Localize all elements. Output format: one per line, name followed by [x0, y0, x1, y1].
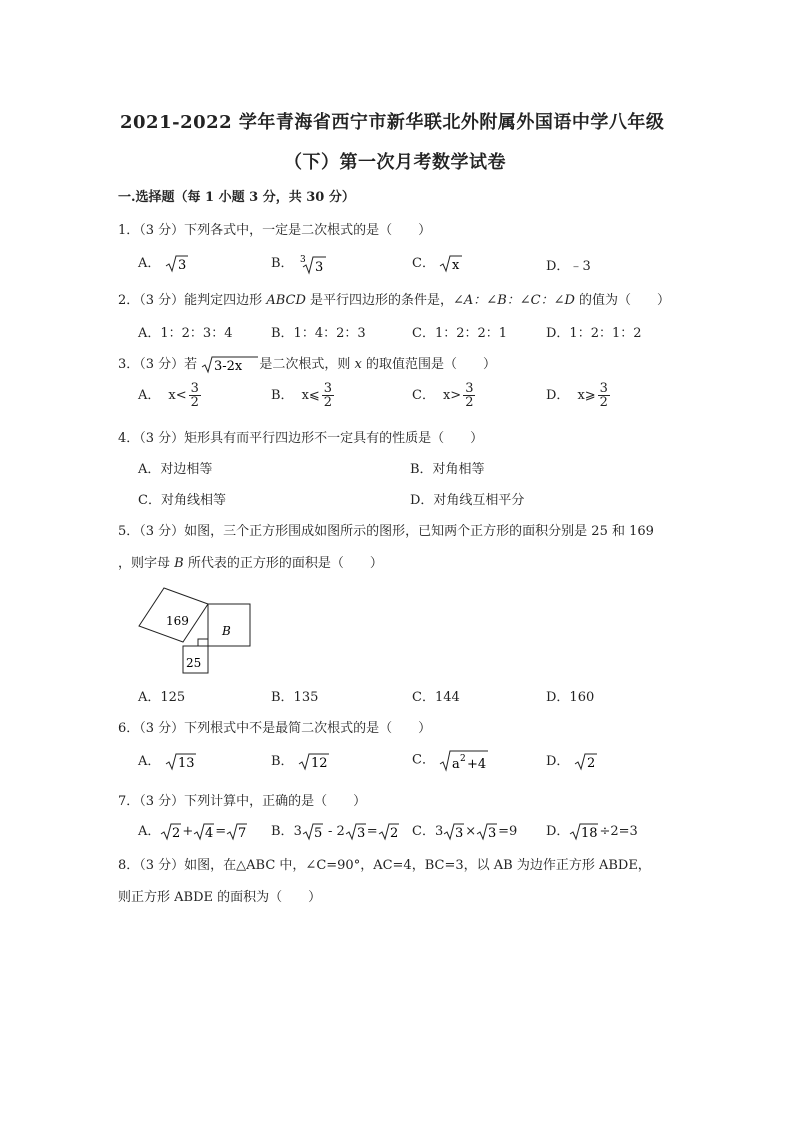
fraction — [189, 382, 201, 409]
q1-c-radicand: x — [452, 257, 460, 273]
q5-option-d: D．160 — [546, 690, 595, 705]
q2-stem-ratio: ∠A：∠B：∠C：∠D — [453, 293, 575, 308]
q5-stem-post: 所代表的正方形的面积是（ ） — [183, 556, 383, 571]
q3-stem-var: x — [354, 357, 362, 372]
exam-title-line2: （下）第一次月考数学试卷 — [284, 152, 506, 173]
label-169: 169 — [166, 614, 189, 628]
q6-c-exponent: 2 — [460, 754, 466, 764]
q1-option-b — [271, 252, 328, 275]
q1-option-c — [412, 252, 463, 274]
sqrt-icon — [226, 822, 248, 842]
radicand: 5 — [313, 825, 323, 841]
option-label: D． — [546, 388, 570, 403]
q3-option-c — [412, 382, 475, 409]
label-b: B — [222, 624, 231, 638]
fraction-denominator: 2 — [465, 395, 474, 410]
right-angle-mark — [198, 639, 208, 646]
fraction-numerator: 3 — [190, 381, 199, 396]
fraction-denominator: 2 — [599, 395, 608, 410]
label-25: 25 — [186, 656, 202, 670]
q6-option-b — [271, 750, 330, 772]
q3-stem-post: 的取值范围是（ ） — [361, 357, 496, 372]
q1-b-radicand: 3 — [314, 259, 323, 275]
option-label: A． — [138, 256, 161, 271]
fraction-numerator: 3 — [599, 381, 608, 396]
fraction-numerator: 3 — [323, 381, 333, 396]
option-label: A． — [138, 824, 161, 839]
radicand: 3 — [488, 825, 497, 841]
radicand: 2 — [389, 825, 398, 841]
sqrt-icon — [160, 822, 182, 842]
fraction-denominator: 2 — [323, 395, 333, 410]
q1-a-radicand: 3 — [177, 257, 186, 273]
sqrt-icon — [298, 752, 330, 772]
q2-option-a: A．1：2：3：4 — [138, 326, 233, 341]
q6-option-c — [412, 748, 489, 772]
question-2-stem — [118, 289, 670, 308]
fraction — [598, 382, 610, 409]
q7-option-c — [412, 820, 517, 842]
fraction-denominator: 2 — [190, 395, 199, 410]
q2-option-c: C．1：2：2：1 — [412, 326, 508, 341]
sqrt-icon — [193, 822, 215, 842]
question-6-stem: 6．（3 分）下列根式中不是最简二次根式的是（ ） — [118, 721, 432, 736]
q3-stem-pre: 3．（3 分）若 — [118, 357, 198, 372]
option-label: C． — [412, 256, 435, 271]
q5-stem-var: B — [174, 556, 184, 571]
sqrt-icon — [569, 822, 599, 842]
option-label: D． — [546, 824, 570, 839]
cube-root-icon — [298, 253, 328, 275]
sqrt-icon — [574, 752, 598, 772]
option-label: B． — [271, 824, 294, 839]
q3-stem-radicand: 3-2x — [214, 358, 243, 374]
fraction-numerator: 3 — [465, 381, 474, 396]
sqrt-icon — [165, 254, 189, 274]
question-5-stem-line1: 5．（3 分）如图，三个正方形围成如图所示的图形，已知两个正方形的面积分别是 25 和 169 — [118, 524, 654, 539]
option-label: D． — [546, 754, 570, 769]
q4-option-c: C．对角线相等 — [138, 493, 226, 508]
q5-option-c: C．144 — [412, 690, 460, 705]
q3-b-relation: x⩽ — [301, 388, 320, 403]
q6-d-radicand: 2 — [586, 755, 595, 771]
operator: =9 — [498, 824, 518, 839]
q5-option-a: A．125 — [138, 690, 186, 705]
q4-option-b: B．对角相等 — [410, 462, 485, 477]
sqrt-icon — [439, 254, 463, 274]
q5-stem-pre: ，则字母 — [118, 556, 175, 571]
q7-option-a — [138, 820, 248, 842]
q2-stem-var: ABCD — [266, 293, 306, 308]
q3-d-relation: x⩾ — [577, 388, 596, 403]
sqrt-icon — [439, 748, 489, 772]
q5-squares-figure — [134, 578, 256, 676]
radicand: 4 — [205, 825, 214, 841]
sqrt-icon — [201, 355, 259, 375]
q4-option-a: A．对边相等 — [138, 462, 213, 477]
fraction — [463, 382, 475, 409]
sqrt-icon — [476, 822, 498, 842]
q5-option-b: B．135 — [271, 690, 319, 705]
q2-option-b: B．1：4：2：3 — [271, 326, 366, 341]
option-label: B． — [271, 754, 294, 769]
question-3-stem — [118, 353, 496, 375]
question-8-stem-line1: 8．（3 分）如图，在△ABC 中，∠C=90°，AC=4，BC=3，以 AB 为边作正方形 ABDE， — [118, 858, 651, 873]
q2-stem-mid: 是平行四边形的条件是， — [305, 293, 454, 308]
option-label: A． — [138, 754, 161, 769]
q2-option-d: D．1：2：1：2 — [546, 326, 642, 341]
q1-d-value: ﹣3 — [569, 259, 591, 274]
q7-option-b — [271, 820, 400, 842]
q2-stem-pre: 2．（3 分）能判定四边形 — [118, 293, 267, 308]
q3-option-b — [271, 382, 334, 409]
radicand: 7 — [238, 825, 247, 841]
exam-title-line1: 2021-2022 学年青海省西宁市新华联北外附属外国语中学八年级 — [120, 112, 665, 133]
radicand: 3 — [455, 825, 464, 841]
question-1-stem: 1．（3 分）下列各式中，一定是二次根式的是（ ） — [118, 223, 432, 238]
sqrt-icon — [443, 822, 465, 842]
q4-option-d: D．对角线互相平分 — [410, 493, 525, 508]
option-label: A． — [138, 388, 161, 403]
option-label: B． — [271, 256, 294, 271]
operator: = — [366, 824, 378, 839]
q3-a-relation: x< — [168, 388, 187, 403]
operator: = — [215, 824, 227, 839]
q3-c-relation: x> — [442, 388, 462, 403]
sqrt-icon — [378, 822, 400, 842]
option-label: C． — [412, 388, 435, 403]
question-7-stem: 7．（3 分）下列计算中，正确的是（ ） — [118, 794, 367, 809]
section-heading: 一.选择题（每 1 小题 3 分，共 30 分） — [118, 190, 355, 205]
option-label: B． — [271, 388, 294, 403]
fraction — [322, 382, 334, 409]
q6-option-a — [138, 750, 197, 772]
question-5-stem-line2 — [118, 552, 383, 571]
q7-option-d — [546, 820, 638, 842]
operator: + — [182, 824, 194, 839]
q3-stem-mid: 是二次根式，则 — [259, 357, 355, 372]
sqrt-icon — [165, 752, 197, 772]
q1-b-index: 3 — [299, 254, 306, 265]
radicand: 3 — [356, 825, 366, 841]
q1-option-d — [546, 255, 591, 274]
q6-a-radicand: 13 — [177, 755, 195, 771]
option-label: C． — [412, 752, 435, 768]
question-4-stem: 4．（3 分）矩形具有而平行四边形不一定具有的性质是（ ） — [118, 431, 484, 446]
option-label: C． — [412, 824, 435, 839]
q1-option-a — [138, 252, 189, 274]
q6-c-base: a — [452, 757, 460, 772]
sqrt-icon — [345, 822, 367, 842]
q3-option-a — [138, 382, 201, 409]
q3-option-d — [546, 382, 610, 409]
radicand: 18 — [581, 825, 598, 841]
operator: × — [465, 824, 477, 839]
q7-d-rest: ÷2=3 — [599, 824, 638, 839]
sqrt-icon — [302, 822, 324, 842]
option-label: D． — [546, 259, 570, 274]
radicand: 2 — [172, 825, 181, 841]
question-8-stem-line2: 则正方形 ABDE 的面积为（ ） — [118, 890, 322, 905]
q6-c-rest: +4 — [467, 757, 487, 772]
coefficient: 3 — [293, 824, 302, 839]
operator: - 2 — [323, 824, 345, 839]
q6-b-radicand: 12 — [310, 755, 328, 771]
q6-option-d — [546, 750, 598, 772]
coefficient: 3 — [434, 824, 444, 839]
q2-stem-post: 的值为（ ） — [574, 293, 671, 308]
